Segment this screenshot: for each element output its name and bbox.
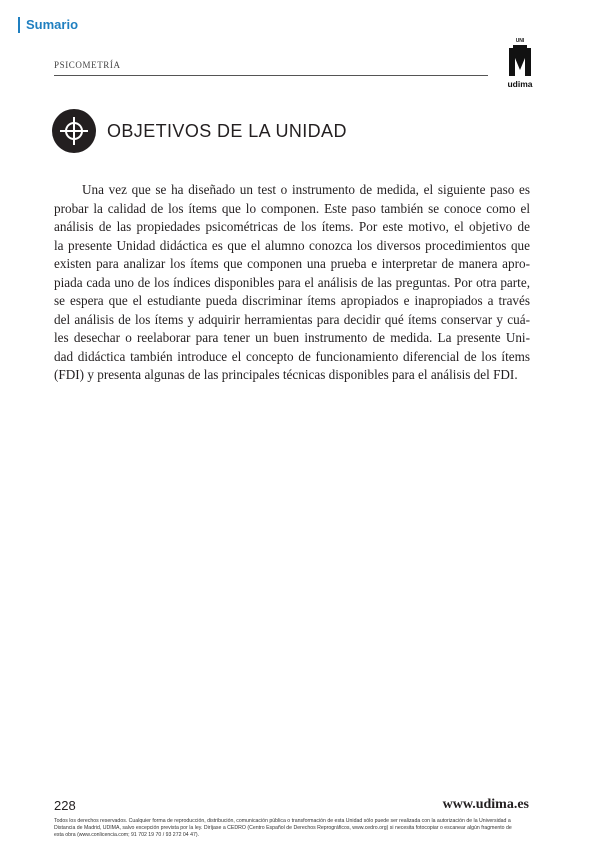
website-link[interactable]: www.udima.es xyxy=(442,797,529,812)
section-title: OBJETIVOS DE LA UNIDAD xyxy=(107,121,347,141)
legal-line: esta obra (www.conlicencia.com; 91 702 19 70 / 93 272 04 47). xyxy=(54,832,200,838)
paragraph-line: les desechar o reelaborar para tener un buen instrumento de medida. La presente Uni- xyxy=(54,330,530,345)
paragraph-line: del análisis de los ítems y adquirir herramientas para decidir qué ítems conservar y cuá- xyxy=(54,311,530,327)
paragraph-line: piada cada uno de los índices disponibles para el análisis de las preguntas. Por otra parte, xyxy=(54,274,530,290)
paragraph-line: análisis de las propiedades psicométricas de los ítems. Por este motivo, el objetivo de xyxy=(54,219,530,234)
paragraph-line: se espera que el estudiante pueda discriminar ítems apropiados e inapropiados a través xyxy=(54,293,530,308)
logo-top-mark: UNI xyxy=(515,38,525,44)
crosshair-target-icon xyxy=(52,109,96,153)
logo-name: udima xyxy=(507,79,533,89)
page-number: 228 xyxy=(54,798,76,813)
udima-logo-icon xyxy=(500,36,540,92)
paragraph-line: (FDI) y presenta algunas de las principales técnicas disponibles para el análisis del FDI. xyxy=(54,367,518,382)
legal-line: Todos los derechos reservados. Cualquier forma de reproducción, distribución, comunicación pública o transformación de esta Unidad sólo puede ser realizada con la autorización de la Universidad a xyxy=(54,818,511,824)
legal-notice xyxy=(54,818,546,839)
body-paragraph xyxy=(54,181,530,385)
paragraph-line: existen para analizar los ítems que componen una prueba e interpretar de manera apro- xyxy=(54,256,530,271)
paragraph-line: la presente Unidad didáctica es que el alumno conozca los diversos procedimientos que xyxy=(54,237,530,253)
legal-line: Distancia de Madrid, UDIMA, salvo excepción prevista por la ley. Diríjase a CEDRO (Centro Español de Derechos Reprográficos, www.cedro.org) si necesita fotocopiar o escanear algún fragmento de xyxy=(54,825,512,831)
sumario-link[interactable]: Sumario xyxy=(18,17,78,33)
paragraph-line: Una vez que se ha diseñado un test o instrumento de medida, el siguiente paso es xyxy=(82,182,530,197)
running-header: PSICOMETRÍA xyxy=(54,60,121,70)
paragraph-line: dad didáctica también introduce el concepto de funcionamiento diferencial de los ítems xyxy=(54,348,530,364)
paragraph-line: probar la calidad de los ítems que lo componen. Este paso también se conoce como el xyxy=(54,200,530,216)
header-divider xyxy=(54,75,488,76)
